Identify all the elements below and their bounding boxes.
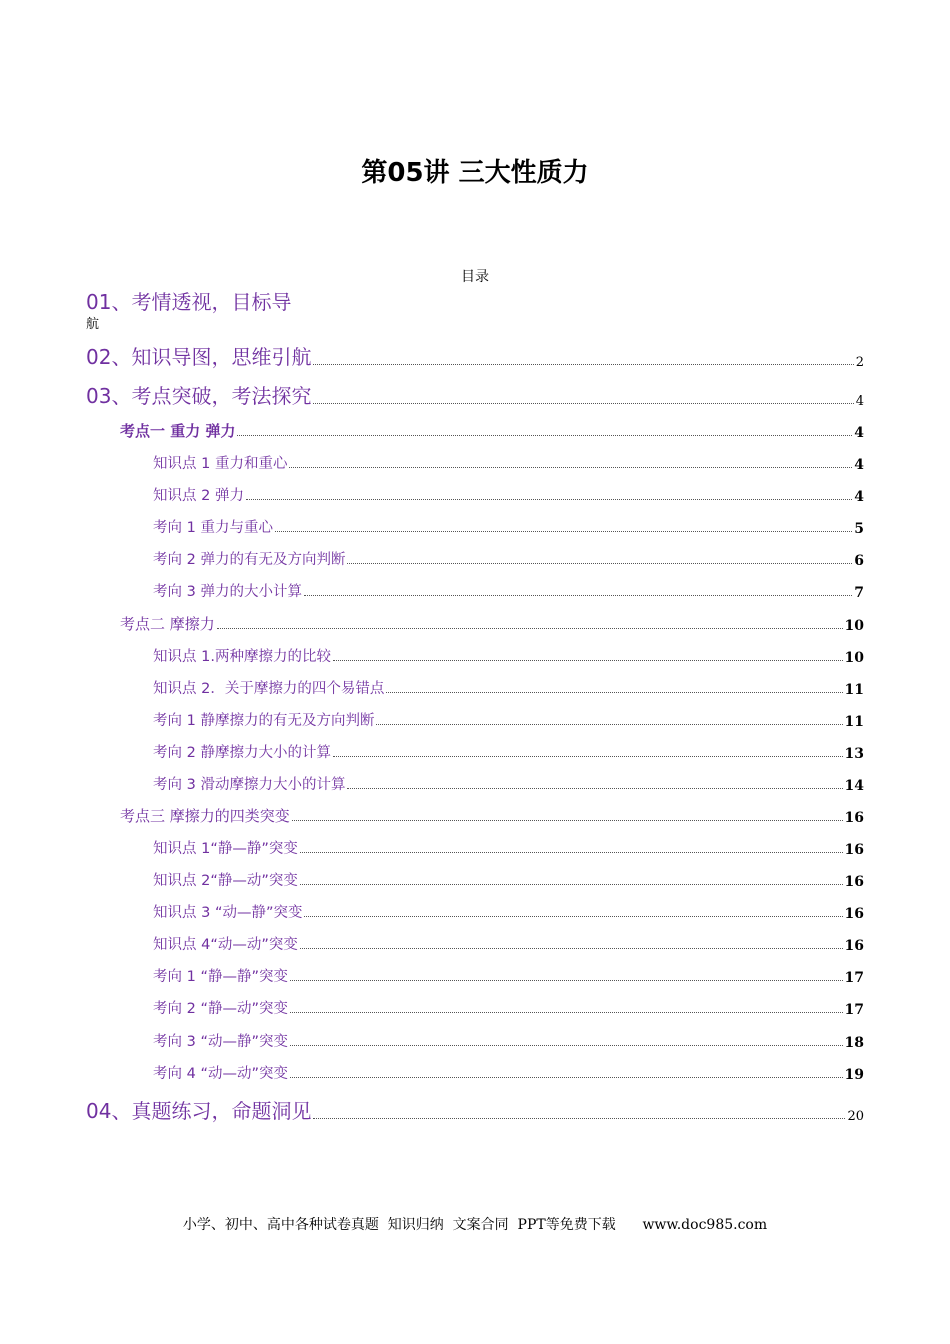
- toc-entry[interactable]: [153, 933, 864, 954]
- toc-entry-page: 10: [844, 650, 864, 666]
- dot-leader: [289, 467, 852, 468]
- toc-entry-page: 4: [855, 394, 864, 409]
- toc-entry-label: 知识点 2．关于摩擦力的四个易错点: [153, 681, 385, 697]
- toc-entry-page: 20: [847, 1109, 864, 1124]
- toc-entry-page: 19: [844, 1067, 864, 1083]
- dot-leader: [333, 756, 843, 757]
- toc-entry-label: 知识点 1 重力和重心: [153, 456, 288, 472]
- dot-leader: [347, 563, 852, 564]
- dot-leader: [300, 948, 843, 949]
- toc-entry-section-03[interactable]: [86, 380, 864, 409]
- toc-entry-page: 5: [854, 521, 864, 537]
- toc-entry-page: 14: [844, 778, 864, 794]
- toc-entry-page: 4: [854, 457, 864, 473]
- toc-entry-page: 17: [844, 970, 864, 986]
- toc-entry[interactable]: [153, 516, 864, 537]
- page-footer: 小学、初中、高中各种试卷真题 知识归纳 文案合同 PPT等免费下载 www.doc985.com: [182, 1217, 768, 1233]
- toc-entry-label: 考向 1 静摩擦力的有无及方向判断: [153, 713, 375, 729]
- dot-leader: [290, 1012, 843, 1013]
- dot-leader: [376, 724, 842, 725]
- toc-entry-label: 知识点 4“动—动”突变: [153, 937, 298, 953]
- dot-leader: [304, 595, 852, 596]
- toc-entry-label: 知识点 2 弹力: [153, 488, 244, 504]
- toc-entry-label: 考向 2 静摩擦力大小的计算: [153, 745, 331, 761]
- dot-leader: [386, 692, 842, 693]
- toc-entry[interactable]: [153, 837, 864, 858]
- toc-entry-label: 考向 2 “静—动”突变: [153, 1001, 288, 1017]
- toc-entry-section-01[interactable]: [86, 286, 864, 315]
- dot-leader: [290, 1045, 843, 1046]
- toc-entry[interactable]: [153, 741, 864, 762]
- toc-entry-section-02[interactable]: [86, 341, 864, 370]
- toc-entry[interactable]: [153, 1062, 864, 1083]
- toc-entry-page: 11: [844, 682, 864, 698]
- toc-entry-label: 知识点 1.两种摩擦力的比较: [153, 649, 331, 665]
- dot-leader: [300, 852, 843, 853]
- toc-entry[interactable]: [153, 901, 864, 922]
- toc-entry-kaodian-2[interactable]: [120, 613, 864, 634]
- dot-leader: [237, 435, 852, 436]
- toc-entry-label: 02、知识导图，思维引航: [86, 345, 312, 369]
- toc-entry-page: 16: [844, 938, 864, 954]
- dot-leader: [313, 1118, 845, 1119]
- toc-entry[interactable]: [153, 484, 864, 505]
- toc-entry-page: 4: [854, 489, 864, 505]
- toc-entry[interactable]: [153, 645, 864, 666]
- toc-entry-label: 考点二 摩擦力: [120, 615, 215, 633]
- dot-leader: [333, 660, 843, 661]
- toc-entry-page: 7: [854, 585, 864, 601]
- toc-entry-page: 16: [844, 906, 864, 922]
- dot-leader: [292, 820, 843, 821]
- toc-entry[interactable]: [153, 997, 864, 1018]
- toc-entry[interactable]: [153, 709, 864, 730]
- toc-entry-label: 知识点 1“静—静”突变: [153, 841, 298, 857]
- toc-entry-label: 考向 1 “静—静”突变: [153, 969, 288, 985]
- toc-entry-wrap-text: 航: [86, 317, 100, 332]
- dot-leader: [313, 364, 853, 365]
- toc-entry-page: 16: [844, 842, 864, 858]
- toc-entry-page: 17: [844, 1002, 864, 1018]
- toc-entry-page: 10: [844, 618, 864, 634]
- toc-entry-kaodian-3[interactable]: [120, 805, 864, 826]
- toc-entry-page: 18: [844, 1035, 864, 1051]
- toc-entry-kaodian-1[interactable]: [120, 420, 864, 441]
- toc-entry-label: 考点三 摩擦力的四类突变: [120, 807, 290, 825]
- toc-entry-page: 4: [854, 425, 864, 441]
- toc-entry-page: 2: [855, 355, 864, 370]
- toc-entry[interactable]: [153, 548, 864, 569]
- dot-leader: [290, 980, 843, 981]
- dot-leader: [304, 916, 842, 917]
- toc-entry-label: 考向 4 “动—动”突变: [153, 1066, 288, 1082]
- toc-entry-label: 知识点 2“静—动”突变: [153, 873, 298, 889]
- toc-heading: 目录: [461, 269, 489, 285]
- dot-leader: [347, 788, 842, 789]
- toc-entry-label: 01、考情透视，目标导: [86, 290, 292, 314]
- toc-entry-label: 考向 3 滑动摩擦力大小的计算: [153, 777, 346, 793]
- toc-entry-label: 考向 3 “动—静”突变: [153, 1034, 288, 1050]
- toc-entry-page: 11: [844, 714, 864, 730]
- dot-leader: [246, 499, 852, 500]
- dot-leader: [275, 531, 852, 532]
- dot-leader: [300, 884, 843, 885]
- dot-leader: [290, 1077, 843, 1078]
- toc-entry-label: 考向 1 重力与重心: [153, 520, 273, 536]
- toc-entry-label: 考向 2 弹力的有无及方向判断: [153, 552, 346, 568]
- toc-entry[interactable]: [153, 965, 864, 986]
- toc-entry-label: 03、考点突破，考法探究: [86, 384, 312, 408]
- toc-entry[interactable]: [153, 1030, 864, 1051]
- dot-leader: [313, 403, 853, 404]
- toc-entry-page: 6: [854, 553, 864, 569]
- toc-entry-label: 考向 3 弹力的大小计算: [153, 584, 302, 600]
- toc-entry-label: 知识点 3 “动—静”突变: [153, 905, 303, 921]
- toc-entry-page: 13: [844, 746, 864, 762]
- page-title: 第05讲 三大性质力: [361, 158, 589, 188]
- toc-entry-label: 考点一 重力 弹力: [120, 422, 236, 440]
- toc-entry[interactable]: [153, 452, 864, 473]
- toc-entry-page: 16: [844, 810, 864, 826]
- toc-entry-section-04[interactable]: [86, 1095, 864, 1124]
- toc-entry[interactable]: [153, 869, 864, 890]
- toc-entry[interactable]: [153, 580, 864, 601]
- toc-entry[interactable]: [153, 773, 864, 794]
- toc-entry-label: 04、真题练习，命题洞见: [86, 1099, 312, 1123]
- dot-leader: [217, 628, 843, 629]
- toc-entry[interactable]: [153, 677, 864, 698]
- toc-entry-page: 16: [844, 874, 864, 890]
